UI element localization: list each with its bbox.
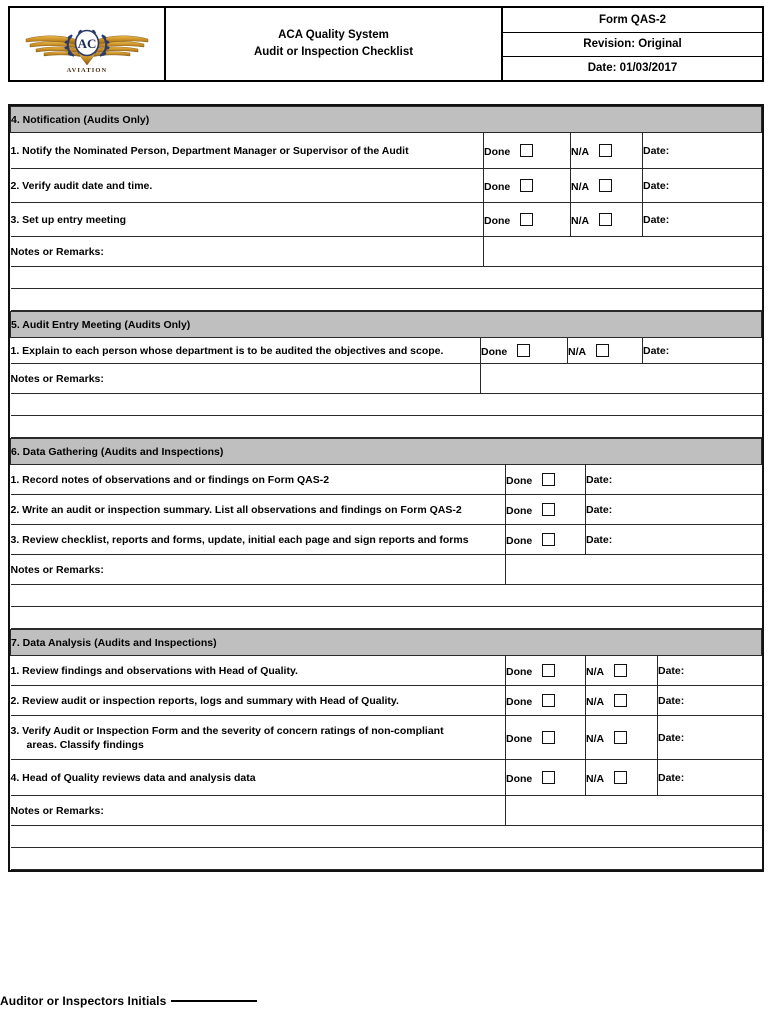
date-cell[interactable] — [586, 525, 762, 555]
notes-input-area[interactable] — [481, 364, 762, 394]
task-label-line2: areas. Classify findings — [26, 738, 144, 751]
task-label: 1. Record notes of observations and or findings on Form QAS-2 — [11, 465, 506, 495]
date-label: Date: — [643, 144, 670, 157]
na-cell — [568, 338, 643, 364]
notes-label: Notes or Remarks: — [11, 796, 506, 826]
form-meta-cell — [502, 8, 762, 80]
date-label: Date: — [643, 213, 670, 226]
blank-line[interactable] — [11, 267, 762, 289]
na-checkbox[interactable] — [596, 344, 609, 357]
table-row — [11, 716, 762, 760]
date-cell[interactable] — [586, 465, 762, 495]
aca-aviation-winged-logo — [14, 13, 160, 75]
auditor-initials-footer — [0, 994, 257, 1008]
na-cell — [571, 169, 643, 203]
task-label: 3. Review checklist, reports and forms, update, initial each page and sign reports and forms — [11, 525, 506, 555]
na-label: N/A — [571, 145, 590, 158]
task-label: 1. Review findings and observations with Head of Quality. — [11, 656, 506, 686]
blank-row[interactable] — [11, 607, 762, 629]
section-header-row — [11, 630, 762, 656]
blank-row[interactable] — [11, 289, 762, 311]
done-label: Done — [484, 180, 511, 193]
task-label: 2. Review audit or inspection reports, logs and summary with Head of Quality. — [11, 686, 506, 716]
done-label: Done — [506, 732, 533, 745]
notes-row — [11, 237, 762, 267]
done-label: Done — [484, 214, 511, 227]
task-label: 1. Notify the Nominated Person, Department Manager or Supervisor of the Audit — [11, 133, 484, 169]
blank-row[interactable] — [11, 826, 762, 848]
done-label: Done — [506, 772, 533, 785]
section-audit-entry-meeting — [10, 311, 762, 438]
date-cell[interactable] — [658, 760, 762, 796]
na-label: N/A — [571, 214, 590, 227]
notes-label: Notes or Remarks: — [11, 364, 481, 394]
task-label: 2. Verify audit date and time. — [11, 169, 484, 203]
task-label-line1: 3. Verify Audit or Inspection Form and the severity of concern ratings of non-compliant — [10, 724, 444, 737]
blank-line[interactable] — [11, 848, 762, 870]
done-cell — [506, 760, 586, 796]
na-checkbox[interactable] — [614, 694, 627, 707]
na-label: N/A — [568, 345, 587, 358]
done-cell — [481, 338, 568, 364]
na-cell — [571, 203, 643, 237]
task-label: 2. Write an audit or inspection summary. List all observations and findings on Form QAS-2 — [11, 495, 506, 525]
done-checkbox[interactable] — [520, 179, 533, 192]
auditor-initials-blank[interactable] — [171, 1000, 257, 1002]
date-label: Date: — [586, 503, 613, 516]
na-checkbox[interactable] — [614, 771, 627, 784]
task-label: 3. Set up entry meeting — [11, 203, 484, 237]
date-cell[interactable] — [643, 203, 762, 237]
form-title-cell — [165, 8, 502, 80]
date-label: Date: — [658, 731, 685, 744]
done-label: Done — [481, 345, 508, 358]
table-row — [11, 656, 762, 686]
auditor-initials-label: Auditor or Inspectors Initials — [0, 994, 167, 1008]
section-heading: 6. Data Gathering (Audits and Inspections) — [11, 439, 762, 465]
date-cell[interactable] — [643, 338, 762, 364]
date-label: Date: — [658, 664, 685, 677]
section-data-analysis — [10, 629, 762, 870]
done-cell — [506, 495, 586, 525]
done-checkbox[interactable] — [542, 503, 555, 516]
done-cell — [484, 169, 571, 203]
done-cell — [506, 525, 586, 555]
done-checkbox[interactable] — [520, 144, 533, 157]
form-header-table — [8, 6, 764, 82]
section-notification — [10, 106, 762, 311]
notes-label: Notes or Remarks: — [11, 555, 506, 585]
notes-row — [11, 796, 762, 826]
table-row — [11, 686, 762, 716]
blank-line[interactable] — [11, 394, 762, 416]
done-checkbox[interactable] — [517, 344, 530, 357]
na-label: N/A — [571, 180, 590, 193]
done-cell — [506, 656, 586, 686]
table-row — [11, 338, 762, 364]
table-row — [11, 465, 762, 495]
blank-row[interactable] — [11, 848, 762, 870]
na-checkbox[interactable] — [599, 213, 612, 226]
blank-line[interactable] — [11, 416, 762, 438]
section-header-row — [11, 312, 762, 338]
date-label: Date: — [658, 694, 685, 707]
blank-row[interactable] — [11, 585, 762, 607]
done-label: Done — [506, 695, 533, 708]
table-row — [11, 133, 762, 169]
form-title-line1: ACA Quality System — [278, 29, 389, 41]
done-cell — [484, 133, 571, 169]
done-label: Done — [484, 145, 511, 158]
table-row — [11, 203, 762, 237]
task-label-multiline — [11, 716, 506, 760]
blank-line[interactable] — [11, 607, 762, 629]
notes-row — [11, 364, 762, 394]
na-label: N/A — [586, 695, 605, 708]
table-row — [11, 525, 762, 555]
section-heading: 5. Audit Entry Meeting (Audits Only) — [11, 312, 762, 338]
na-cell — [586, 656, 658, 686]
na-checkbox[interactable] — [599, 179, 612, 192]
na-checkbox[interactable] — [614, 664, 627, 677]
date-label: Date: — [586, 473, 613, 486]
date-label: Date: — [643, 179, 670, 192]
na-cell — [571, 133, 643, 169]
logo-cell — [10, 8, 165, 80]
notes-row — [11, 555, 762, 585]
na-label: N/A — [586, 732, 605, 745]
notes-label: Notes or Remarks: — [11, 237, 484, 267]
blank-row[interactable] — [11, 394, 762, 416]
date-label: Date: — [658, 771, 685, 784]
notes-input-area[interactable] — [506, 796, 762, 826]
done-checkbox[interactable] — [542, 694, 555, 707]
section-heading: 7. Data Analysis (Audits and Inspections) — [11, 630, 762, 656]
table-row — [11, 760, 762, 796]
section-data-gathering — [10, 438, 762, 629]
na-label: N/A — [586, 772, 605, 785]
svg-text:AC: AC — [77, 36, 97, 51]
checklist-form — [8, 104, 764, 872]
done-cell — [484, 203, 571, 237]
blank-line[interactable] — [11, 826, 762, 848]
done-label: Done — [506, 665, 533, 678]
done-label: Done — [506, 504, 533, 517]
section-heading: 4. Notification (Audits Only) — [11, 107, 762, 133]
table-row — [11, 169, 762, 203]
date-cell[interactable] — [643, 169, 762, 203]
na-cell — [586, 760, 658, 796]
blank-row[interactable] — [11, 267, 762, 289]
date-cell[interactable] — [658, 656, 762, 686]
done-label: Done — [506, 534, 533, 547]
date-label: Date: — [586, 533, 613, 546]
blank-line[interactable] — [11, 289, 762, 311]
form-revision: Revision: Original — [503, 32, 762, 56]
done-cell — [506, 686, 586, 716]
svg-text:AVIATION: AVIATION — [66, 67, 108, 74]
done-cell — [506, 716, 586, 760]
done-label: Done — [506, 474, 533, 487]
notes-input-area[interactable] — [506, 555, 762, 585]
na-label: N/A — [586, 665, 605, 678]
date-cell[interactable] — [658, 686, 762, 716]
done-checkbox[interactable] — [542, 771, 555, 784]
table-row — [11, 495, 762, 525]
done-cell — [506, 465, 586, 495]
done-checkbox[interactable] — [542, 664, 555, 677]
form-number: Form QAS-2 — [503, 8, 762, 32]
form-date: Date: 01/03/2017 — [587, 62, 678, 75]
task-label: 1. Explain to each person whose department is to be audited the objectives and scope. — [11, 338, 481, 364]
done-checkbox[interactable] — [542, 533, 555, 546]
na-checkbox[interactable] — [614, 731, 627, 744]
done-checkbox[interactable] — [542, 473, 555, 486]
na-cell — [586, 686, 658, 716]
na-cell — [586, 716, 658, 760]
section-header-row — [11, 439, 762, 465]
notes-input-area[interactable] — [484, 237, 762, 267]
form-title-line2: Audit or Inspection Checklist — [253, 46, 414, 58]
blank-line[interactable] — [11, 585, 762, 607]
date-cell[interactable] — [658, 716, 762, 760]
blank-row[interactable] — [11, 416, 762, 438]
date-cell[interactable] — [643, 133, 762, 169]
na-checkbox[interactable] — [599, 144, 612, 157]
section-header-row — [11, 107, 762, 133]
done-checkbox[interactable] — [542, 731, 555, 744]
task-label: 4. Head of Quality reviews data and analysis data — [11, 760, 506, 796]
date-label: Date: — [643, 344, 670, 357]
date-cell[interactable] — [586, 495, 762, 525]
done-checkbox[interactable] — [520, 213, 533, 226]
